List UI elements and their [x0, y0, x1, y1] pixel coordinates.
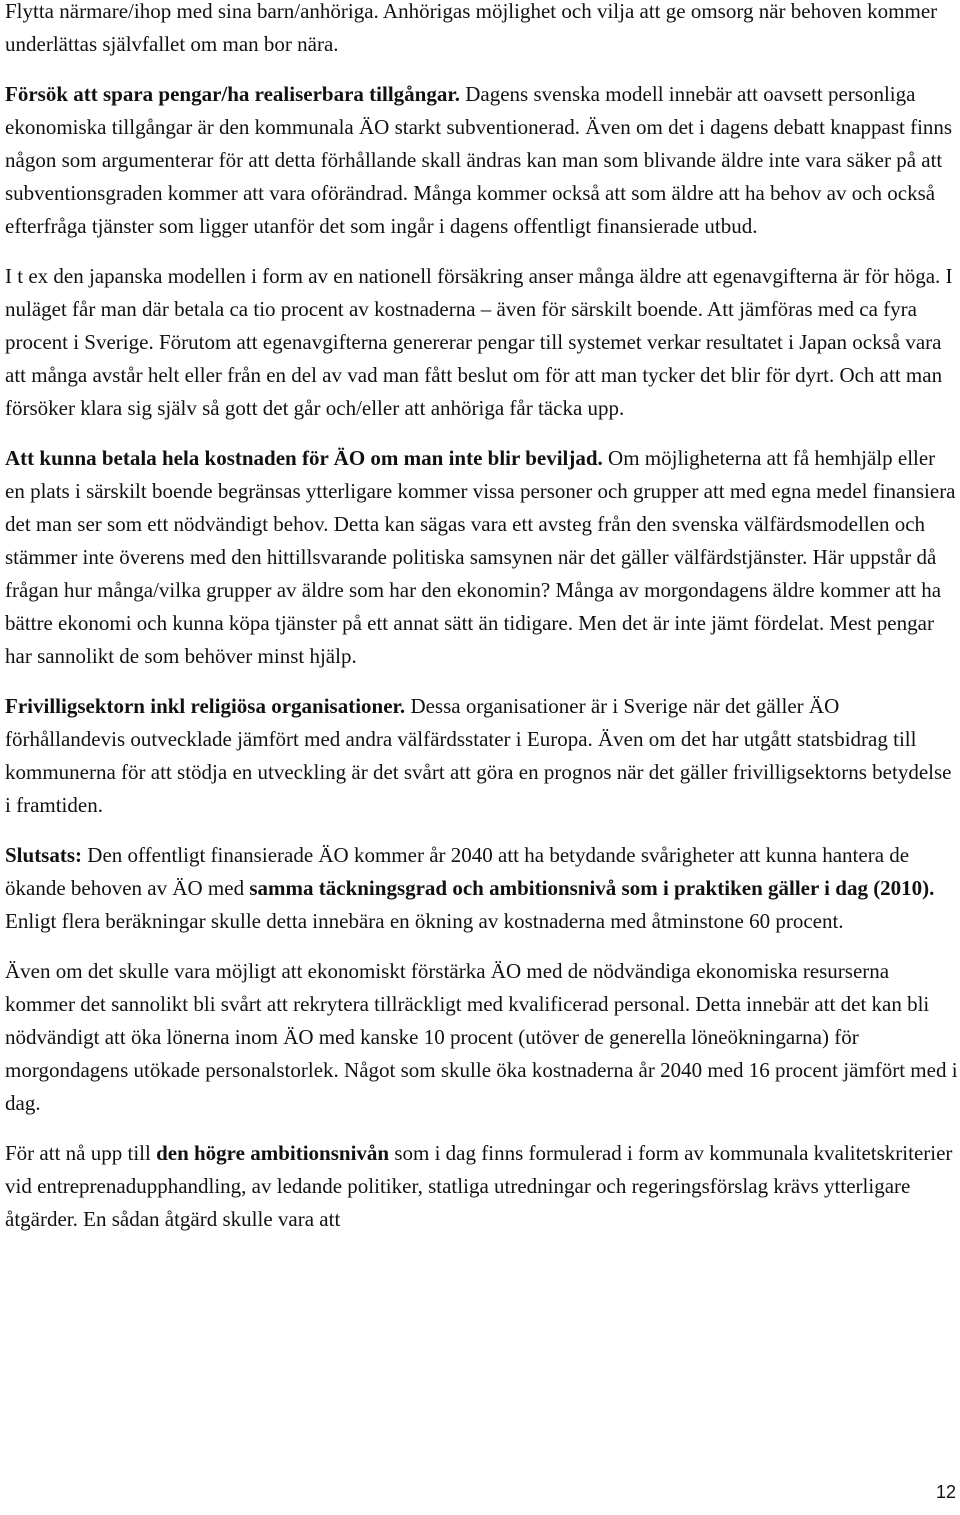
bold-text-segment: Frivilligsektorn inkl religiösa organisationer. — [5, 694, 406, 718]
bold-text-segment: den högre ambitionsnivån — [156, 1141, 390, 1165]
text-segment: Den offentligt finansierade ÄO kommer år 2040 att ha betydande svårigheter att kunna hantera de ökande behoven av ÄO med — [5, 843, 910, 900]
document-body — [5, 0, 960, 1236]
text-segment: För att nå upp till — [5, 1141, 157, 1165]
document-page — [5, 0, 960, 1253]
page-number: 12 — [935, 1482, 956, 1502]
paragraph — [5, 260, 960, 425]
text-segment: Flytta närmare/ihop med sina barn/anhöriga. Anhörigas möjlighet och vilja att ge omsorg när behoven kommer underlättas självfallet om man bor nära. — [5, 0, 938, 56]
bold-text-segment: Slutsats: — [5, 843, 83, 867]
bold-text-segment: Att kunna betala hela kostnaden för ÄO om man inte blir beviljad. — [5, 446, 603, 470]
text-segment: Om möjligheterna att få hemhjälp eller en plats i särskilt boende begränsas ytterligare kommer vissa personer och grupper att med egna medel finansiera det man ser som ett nödvändigt behov. Detta kan sägas vara ett avsteg från den svenska välfärdsmodellen och stämmer inte överens med den hittillsvarande politiska samsynen när det gäller välfärdstjänster. Här uppstår då frågan hur många/vilka grupper av äldre som har den ekonomin? Många av morgondagens äldre kommer att ha bättre ekonomi och kunna köpa tjänster på ett annat sätt än tidigare. Men det är inte jämt fördelat. Mest pengar har sannolikt de som behöver minst hjälp. — [5, 446, 956, 668]
text-segment: Även om det skulle vara möjligt att ekonomiskt förstärka ÄO med de nödvändiga ekonomiska resurserna kommer det sannolikt bli svårt att rekrytera tillräckligt med kvalificerad personal. Detta innebär att det kan bli nödvändigt att öka lönerna inom ÄO med kanske 10 procent (utöver de generella löneökningarna) för morgondagens utökade personalstorlek. Något som skulle öka kostnaderna år 2040 med 16 procent jämfört med i dag. — [5, 959, 958, 1115]
paragraph — [5, 0, 960, 61]
text-segment: Enligt flera beräkningar skulle detta innebära en ökning av kostnaderna med åtminstone 60 procent. — [5, 909, 844, 933]
paragraph — [5, 442, 960, 673]
text-segment: Dessa organisationer är i Sverige när det gäller ÄO förhållandevis outvecklade jämfört med andra välfärdsstater i Europa. Även om det har utgått statsbidrag till kommunerna för att stödja en utveckling är det svårt att göra en prognos när det gäller frivilligsektorns betydelse i framtiden. — [5, 694, 952, 817]
paragraph — [5, 690, 960, 822]
text-segment: Dagens svenska modell innebär att oavsett personliga ekonomiska tillgångar är den kommunala ÄO starkt subventionerad. Även om det i dagens debatt knappast finns någon som argumenterar för att detta förhållande skall ändras kan man som blivande äldre inte vara säker på att subventionsgraden kommer att vara oförändrad. Många kommer också att som äldre att ha behov av och också efterfråga tjänster som ligger utanför det som ingår i dagens offentligt finansierade utbud. — [5, 82, 953, 238]
text-segment: I t ex den japanska modellen i form av en nationell försäkring anser många äldre att egenavgifterna är för höga. I nuläget får man där betala ca tio procent av kostnaderna – även för särskilt boende. Att jämföras med ca fyra procent i Sverige. Förutom att egenavgifterna genererar pengar till systemet verkar resultatet i Japan också vara att många avstår helt eller från en del av vad man fått beslut om för att man tycker det blir för dyrt. Och att man försöker klara sig själv så gott det går och/eller att anhöriga får täcka upp. — [5, 264, 953, 420]
text-segment: som i dag finns formulerad i form av kommunala kvalitetskriterier vid entreprenadupphandling, av ledande politiker, statliga utredningar och regeringsförslag krävs ytterligare åtgärder. En sådan åtgärd skulle vara att — [5, 1141, 953, 1231]
paragraph — [5, 1137, 960, 1236]
paragraph — [5, 955, 960, 1120]
bold-text-segment: samma täckningsgrad och ambitionsnivå som i praktiken gäller i dag (2010). — [249, 876, 935, 900]
bold-text-segment: Försök att spara pengar/ha realiserbara tillgångar. — [5, 82, 460, 106]
paragraph — [5, 839, 960, 938]
paragraph — [5, 78, 960, 243]
